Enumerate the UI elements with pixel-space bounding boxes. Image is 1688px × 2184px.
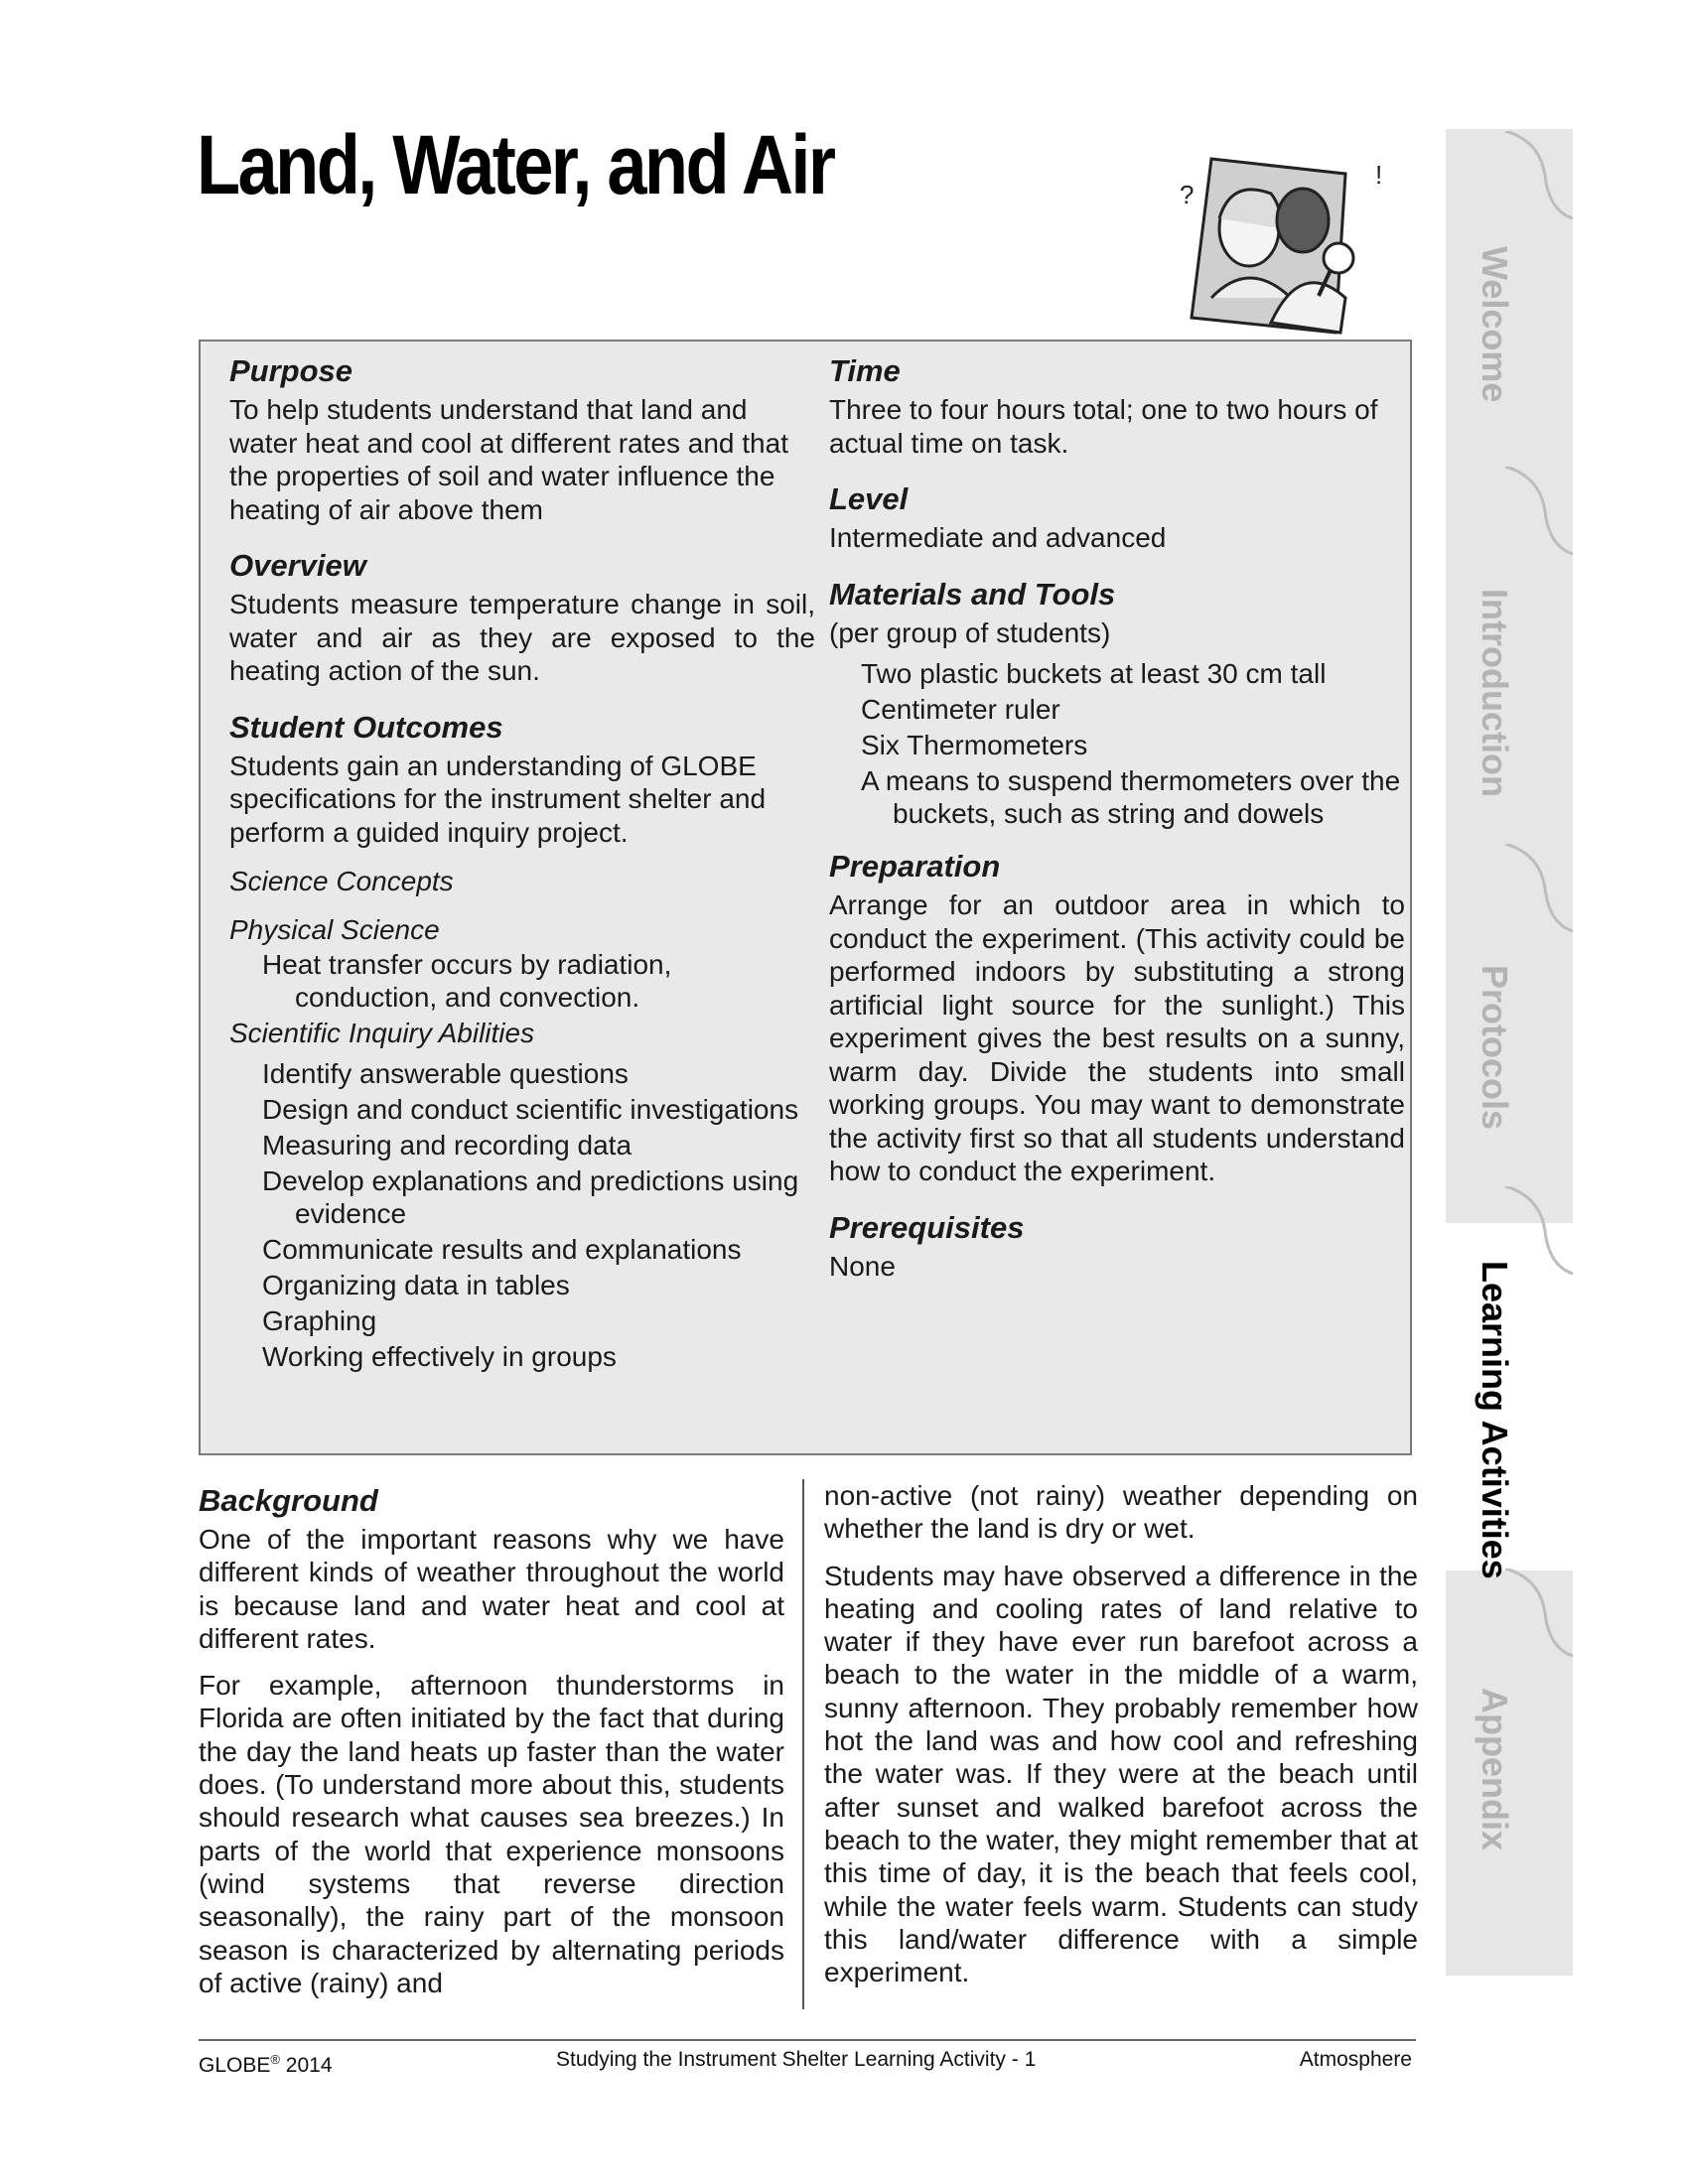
list-item: Two plastic buckets at least 30 cm tall [861, 658, 1327, 689]
tab-appendix[interactable]: Appendix [1475, 1688, 1515, 1851]
materials-heading: Materials and Tools [829, 576, 1116, 612]
time-text: Three to four hours total; one to two hours of actual time on task. [829, 394, 1378, 459]
inquiry-abilities-label: Scientific Inquiry Abilities [229, 1018, 535, 1048]
overview-heading: Overview [229, 548, 366, 583]
page-title: Land, Water, and Air [197, 118, 834, 211]
time-heading: Time [829, 353, 901, 388]
overview-text: Students measure temperature change in soil, water and air as they are exposed to the heating action of the sun. [229, 589, 815, 686]
summary-left-column [229, 353, 815, 1376]
tab-introduction[interactable]: Introduction [1475, 589, 1515, 797]
outcomes-heading: Student Outcomes [229, 709, 503, 745]
purpose-text: To help students understand that land and water heat and cool at different rates and that the properties of soil and water influence the heating of air above them [229, 394, 788, 525]
background-right-column [824, 1480, 1418, 2002]
tab-divider-icon [1446, 844, 1573, 933]
prerequisites-text: None [829, 1250, 896, 1282]
list-item: Develop explanations and predictions using evidence [262, 1165, 799, 1229]
footer-rule [199, 2039, 1416, 2041]
preparation-text: Arrange for an outdoor area in which to conduct the experiment. (This activity could be performed indoors by substituting a strong artificial light source for the sunlight.) This experiment gives the best results on a sunny, warm day. Divide the students into small working groups. You may want to demonstrate the activity first so that all students understand how to conduct the experiment. [829, 889, 1405, 1186]
list-item: Measuring and recording data [262, 1130, 633, 1160]
tab-divider-icon [1446, 131, 1573, 220]
preparation-heading: Preparation [829, 849, 1001, 884]
tab-divider-icon [1446, 1569, 1573, 1658]
level-heading: Level [829, 481, 909, 516]
column-divider [802, 1479, 804, 2009]
list-item: Design and conduct scientific investigations [262, 1094, 799, 1125]
footer-year: 2014 [279, 2054, 333, 2077]
list-item: Communicate results and explanations [262, 1234, 742, 1265]
footer-page-label: Studying the Instrument Shelter Learning Activity - 1 [556, 2048, 1037, 2071]
students-with-magnifier-icon [1172, 149, 1400, 338]
tab-learning-activities[interactable]: Learning Activities [1475, 1261, 1515, 1579]
materials-text: (per group of students) [829, 616, 1111, 648]
footer-section: Atmosphere [1299, 2048, 1412, 2071]
footer-publisher [199, 2048, 333, 2078]
list-item: Working effectively in groups [262, 1341, 617, 1372]
svg-text:!: ! [1375, 160, 1383, 190]
prerequisites-heading: Prerequisites [829, 1209, 1025, 1245]
list-item: Identify answerable questions [262, 1058, 629, 1089]
background-paragraph: For example, afternoon thunderstorms in Florida are often initiated by the fact that during the day the land heats up faster than the water does. (To understand more about this, students should research what causes sea breezes.) In parts of the world that experience monsoons (wind systems that reverse direction seasonally), the rainy part of the monsoon season is characterized by alternating periods of active (rainy) and [199, 1670, 784, 1998]
purpose-heading: Purpose [229, 353, 353, 388]
list-item: Centimeter ruler [861, 694, 1060, 725]
science-concepts-label: Science Concepts [229, 866, 454, 896]
list-item: Six Thermometers [861, 730, 1088, 760]
list-item: A means to suspend thermometers over the buckets, such as string and dowels [861, 765, 1401, 829]
list-item: Heat transfer occurs by radiation, conduction, and convection. [262, 949, 672, 1013]
inquiry-abilities-list [229, 1057, 815, 1373]
list-item: Graphing [262, 1305, 377, 1336]
tab-divider-icon [1446, 467, 1573, 556]
background-paragraph: Students may have observed a difference in the heating and cooling rates of land relative to water if they have ever run barefoot across a beach to the water in the middle of a warm, sunny afternoon. They probably remember how hot the land was and how cool and refreshing the water was. If they were at the beach until after sunset and walked barefoot across the beach to the water, they might remember that at this time of day, it is the beach that feels cool, while the water feels warm. Students can study this land/water difference with a simple experiment. [824, 1560, 1418, 1988]
physical-science-label: Physical Science [229, 914, 440, 945]
footer-brand: GLOBE [199, 2054, 271, 2077]
tab-protocols[interactable]: Protocols [1475, 965, 1515, 1131]
tab-welcome[interactable]: Welcome [1475, 246, 1515, 403]
outcomes-text: Students gain an understanding of GLOBE specifications for the instrument shelter and perform a guided inquiry project. [229, 750, 767, 848]
level-text: Intermediate and advanced [829, 522, 1167, 553]
background-left-column [199, 1483, 784, 2013]
physical-science-list [229, 948, 815, 1014]
summary-right-column [829, 353, 1405, 1283]
registered-mark: ® [270, 2052, 280, 2067]
svg-text:?: ? [1180, 180, 1195, 209]
background-heading: Background [199, 1483, 378, 1518]
list-item: Organizing data in tables [262, 1270, 570, 1300]
background-paragraph: non-active (not rainy) weather depending on whether the land is dry or wet. [824, 1480, 1418, 1545]
background-paragraph: One of the important reasons why we have different kinds of weather throughout the world is because land and water heat and cool at different rates. [199, 1524, 784, 1654]
materials-list [829, 657, 1405, 830]
